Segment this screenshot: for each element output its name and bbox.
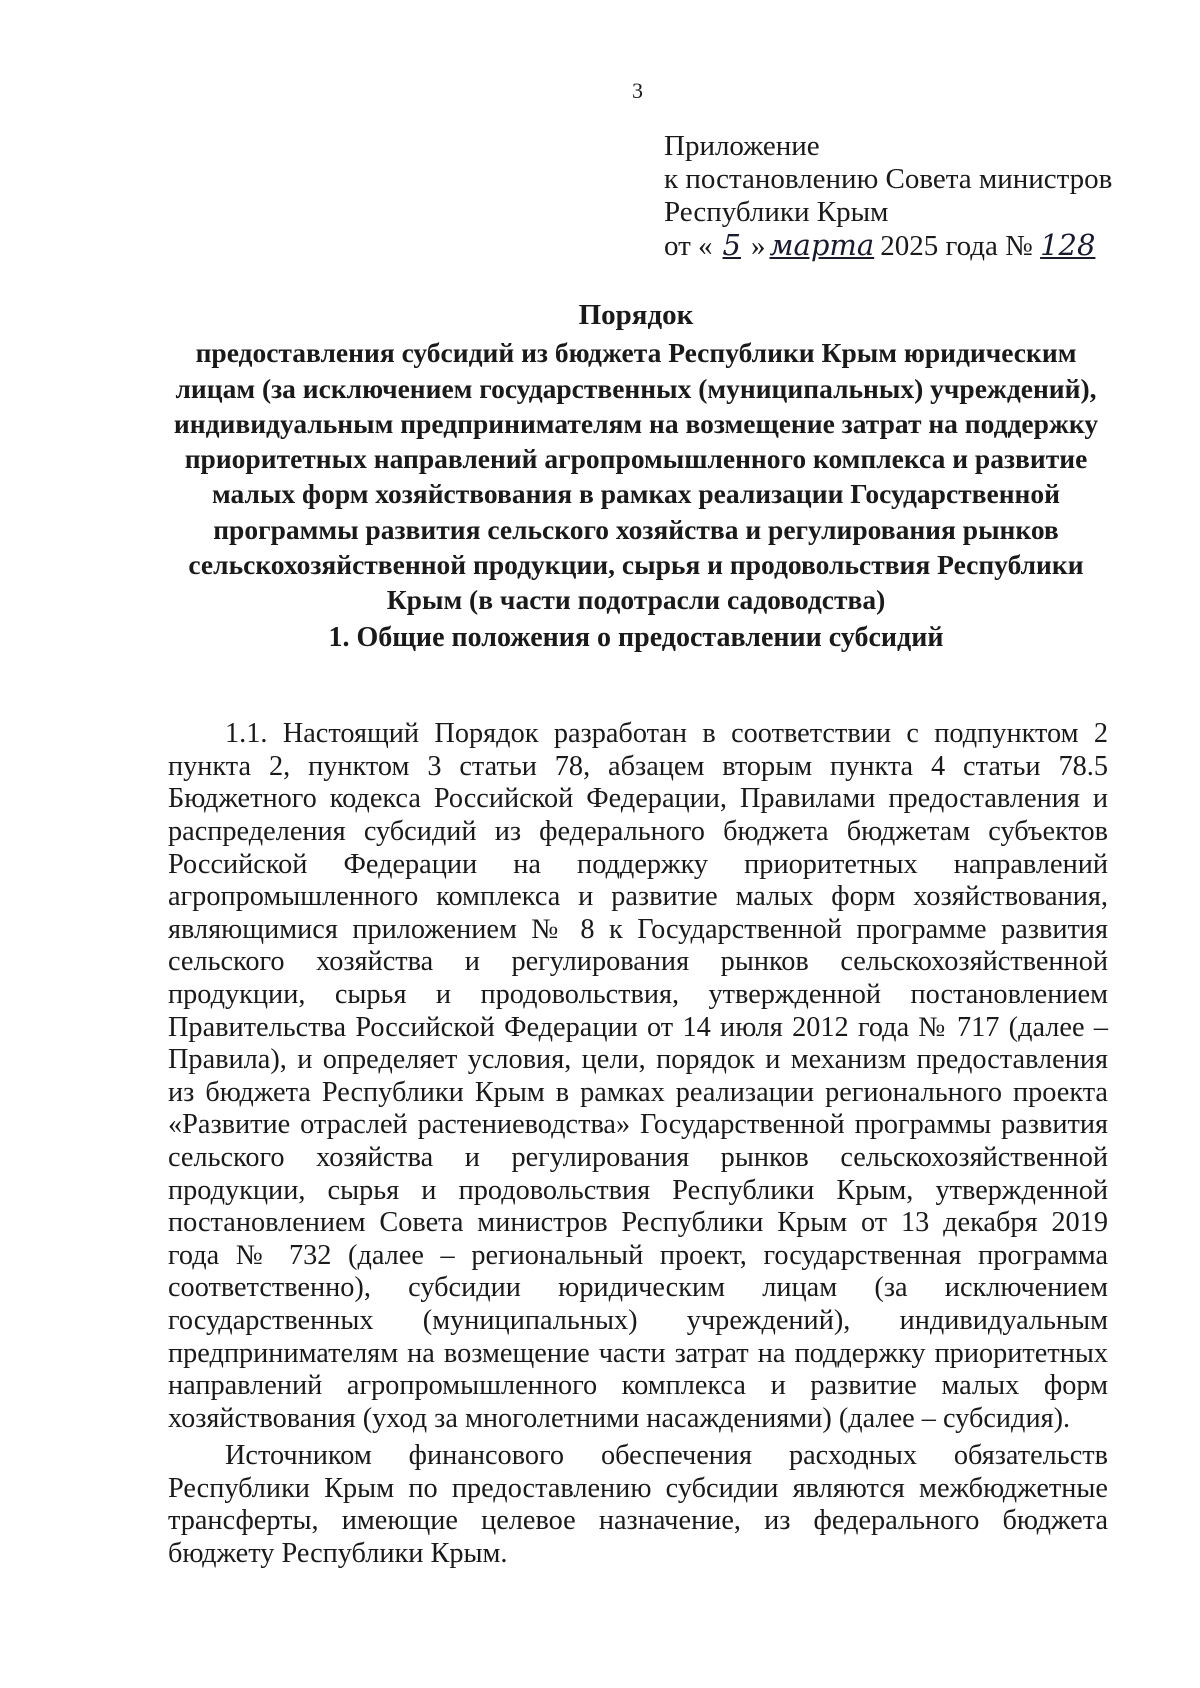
paragraph-1-1: 1.1. Настоящий Порядок разработан в соответствии с подпунктом 2 пункта 2, пунктом 3 статьи 78, абзацем вторым пункта 4 статьи 78.5 Бюджетного кодекса Российской Федерации, Правилами предоставления и распределения субсидий из федерального бюджета бюджетам субъектов Российской Федерации на поддержку приоритетных направлений агропромышленного комплекса и развитие малых форм хозяйствования, являющимися приложением № 8 к Государственной программе развития сельского хозяйства и регулирования рынков сельскохозяйственной продукции, сырья и продовольствия, утвержденной постановлением Правительства Российской Федерации от 14 июля 2012 года № 717 (далее – Правила), и определяет условия, цели, порядок и механизм предоставления из бюджета Республики Крым в рамках реализации регионального проекта «Развитие отраслей растениеводства» Государственной программы развития сельского хозяйства и регулирования рынков сельскохозяйственной продукции, сырья и продовольствия Республики Крым, утвержденной постановлением Совета министров Республики Крым от 13 декабря 2019 года № 732 (далее – региональный проект, государственная программа соответственно), субсидии юридическим лицам (за исключением государственных (муниципальных) учреждений), индивидуальным предпринимателям на возмещение части затрат на поддержку приоритетных направлений агропромышленного комплекса и развитие малых форм хозяйствования (уход за многолетними насаждениями) (далее – субсидия). — [168, 718, 1108, 1434]
title-heading: Порядок — [578, 299, 694, 331]
appendix-line-3: Республики Крым — [664, 196, 889, 228]
appendix-line-1: Приложение — [664, 130, 820, 162]
page-number: 3 — [632, 78, 643, 103]
date-year-number-label: 2025 года № — [880, 230, 1033, 262]
title-body: предоставления субсидий из бюджета Республики Крым юридическим лицам (за исключением государственных (муниципальных) учреждений), индивидуальным предпринимателям на возмещение затрат на поддержку приоритетных направлений агропромышленного комплекса и развитие малых форм хозяйствования в рамках реализации Государственной программы развития сельского хозяйства и регулирования рынков сельскохозяйственной продукции, сырья и продовольствия Республики Крым (в части подотрасли садоводства) — [173, 337, 1099, 616]
date-day-handwritten: 5 — [722, 228, 741, 262]
appendix-date-line — [664, 229, 1112, 263]
section-heading: 1. Общие положения о предоставлении субсидий — [328, 622, 944, 653]
date-mid: » — [751, 230, 766, 262]
paragraph-funding-source: Источником финансового обеспечения расходных обязательств Республики Крым по предоставлению субсидии являются межбюджетные трансферты, имеющие целевое назначение, из федерального бюджета бюджету Республики Крым. — [168, 1440, 1108, 1570]
date-prefix: от « — [664, 230, 713, 262]
document-title — [168, 298, 1104, 618]
appendix-block — [664, 130, 1112, 263]
appendix-line-2: к постановлению Совета министров — [664, 163, 1113, 195]
document-number-handwritten: 128 — [1040, 228, 1096, 262]
date-month-handwritten: марта — [769, 228, 875, 262]
